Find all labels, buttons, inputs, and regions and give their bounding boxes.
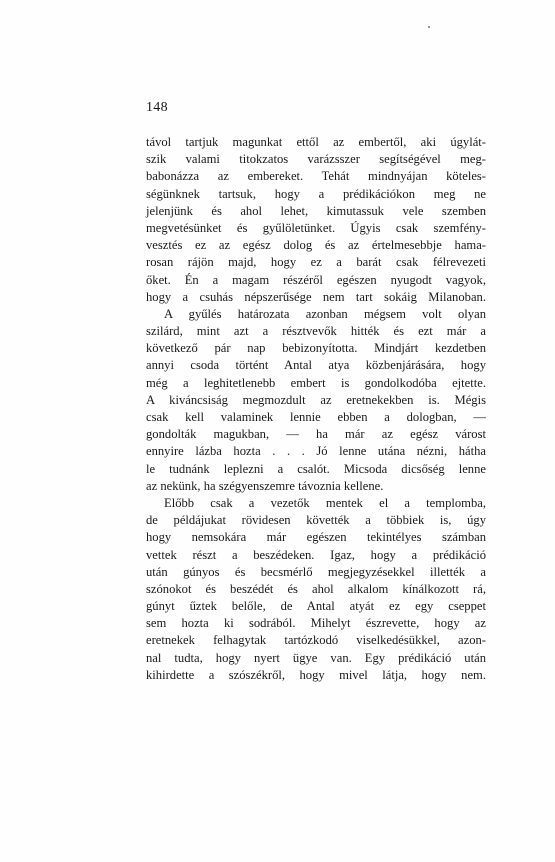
text-line: kihirdette a szószékről, hogy mivel látja, hogy nem. xyxy=(146,667,486,682)
text-line: jelenjünk és ahol lehet, kimutassuk vele szemben xyxy=(146,203,486,218)
text-line: után gúnyos és becsmérlő megjegyzésekkel illették a xyxy=(146,564,486,579)
text-line: hogy nemsokára már egészen tekintélyes számban xyxy=(146,530,486,545)
text-line: távol tartjuk magunkat ettől az embertől, aki úgylát- xyxy=(146,135,486,149)
text-line: de példájukat rövidesen követték a többiek is, úgy xyxy=(146,513,486,528)
text-line: az nekünk, ha szégyenszemre távoznia kellene. xyxy=(146,478,384,493)
paper-speck xyxy=(428,26,430,28)
text-line: még a leghitetlenebb embert is gondolkodóba ejtette. xyxy=(146,375,486,390)
text-line: ennyire lázba hozta . . . Jó lenne utána nézni, hátha xyxy=(146,444,486,459)
text-line: rosan rájön majd, hogy ez a barát csak félrevezeti xyxy=(146,255,486,270)
text-line: megvetésünket és gyűlöletünket. Úgyis csak szemfény- xyxy=(146,220,486,235)
text-line: annyi csoda történt Antal atya közbenjárására, hogy xyxy=(146,358,486,373)
text-line: eretnekek felhagytak tartózkodó viselkedésükkel, azon- xyxy=(146,633,486,648)
text-line: sem hozta ki sodrából. Mihelyt észrevette, hogy az xyxy=(146,616,486,631)
text-line: gúnyt űztek belőle, de Antal atyát ez egy cseppet xyxy=(146,599,486,614)
text-line: ségünknek tartsuk, hogy a prédikációkon meg ne xyxy=(146,186,486,201)
text-line: szilárd, mint azt a résztvevők hitték és ezt már a xyxy=(146,324,486,339)
paragraph-3 xyxy=(146,495,486,684)
text-line: Előbb csak a vezetők mentek el a templomba, xyxy=(164,495,486,510)
text-line: hogy a csuhás népszerűsége nem tart sokáig Milanoban. xyxy=(146,289,486,304)
text-line: nal tudta, hogy nyert ügye van. Egy prédikáció után xyxy=(146,650,486,665)
text-line: vesztés ez az egész dolog és az értelmesebbje hama- xyxy=(146,238,486,253)
text-line: szónokot és beszédét és ahol alkalom kínálkozott rá, xyxy=(146,581,486,596)
text-line: gondolták magukban, — ha már az egész várost xyxy=(146,427,486,442)
page-number: 148 xyxy=(146,100,168,115)
text-line: vettek részt a beszédeken. Igaz, hogy a prédikáció xyxy=(146,547,486,562)
text-line: A gyűlés határozata azonban mégsem volt olyan xyxy=(164,306,486,321)
text-line: szik valami titokzatos varázsszer segítségével meg- xyxy=(146,152,486,167)
text-line: őket. Én a magam részéről egészen nyugodt vagyok, xyxy=(146,272,486,287)
text-line: A kiváncsiság megmozdult az eretnekekben is. Mégis xyxy=(146,392,486,407)
body-text xyxy=(146,134,486,684)
text-line: le tudnánk leplezni a csalót. Micsoda dicsőség lenne xyxy=(146,461,486,476)
text-line: következő pár nap bebizonyította. Mindjárt kezdetben xyxy=(146,341,486,356)
text-line: babonázza az embereket. Tehát mindnyájan köteles- xyxy=(146,169,486,184)
paragraph-1 xyxy=(146,134,486,306)
text-line: csak kell valaminek lennie ebben a dologban, — xyxy=(146,410,486,424)
paragraph-2 xyxy=(146,306,486,495)
